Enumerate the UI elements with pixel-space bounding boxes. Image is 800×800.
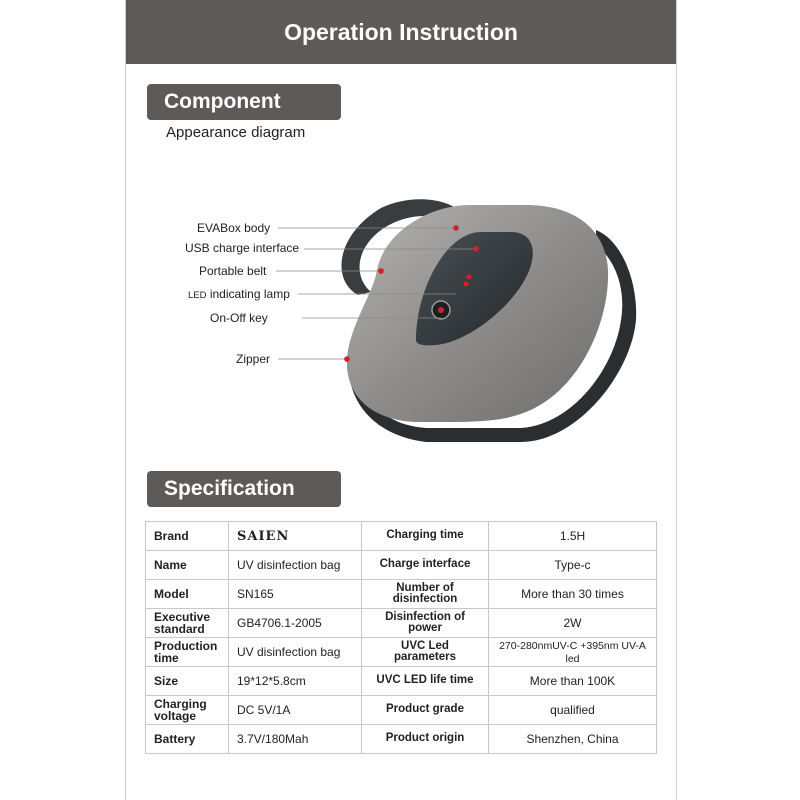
spec-value-2-text: 270-280nmUV-C +395nm UV-A led <box>499 639 646 665</box>
spec-value <box>229 638 362 667</box>
component-heading-text: Component <box>164 90 281 113</box>
spec-key-2 <box>362 696 489 725</box>
spec-key-2 <box>362 551 489 580</box>
specification-heading <box>147 471 341 507</box>
page-title: Operation Instruction <box>284 18 518 45</box>
spec-key-2 <box>362 609 489 638</box>
page-title-banner <box>126 0 676 64</box>
component-heading <box>147 84 341 120</box>
spec-key <box>146 580 229 609</box>
spec-key <box>146 667 229 696</box>
table-row <box>146 522 657 551</box>
callout-usb-charge-interface: USB charge interface <box>185 241 300 255</box>
spec-key-2-text: UVC Led parameters <box>393 639 456 663</box>
spec-value-2 <box>489 667 657 696</box>
specification-heading-text: Specification <box>164 477 295 500</box>
callout-on-off-key: On-Off key <box>210 311 268 325</box>
spec-key <box>146 609 229 638</box>
spec-value-2-text: 1.5H <box>559 529 586 543</box>
spec-key <box>146 725 229 754</box>
spec-key <box>146 522 229 551</box>
spec-key-2-text: Disinfection of power <box>385 610 465 634</box>
spec-key-2-text: UVC LED life time <box>376 674 474 687</box>
spec-value-2 <box>489 696 657 725</box>
brand-logo: SAIEN <box>237 528 290 544</box>
callout-led-text: indicating lamp <box>209 287 290 301</box>
spec-value-text: SN165 <box>237 587 274 601</box>
spec-value-2-text: Shenzhen, China <box>526 732 619 746</box>
spec-value-2-text: Type-c <box>554 558 591 572</box>
spec-key <box>146 696 229 725</box>
spec-key-text: Name <box>154 558 187 572</box>
spec-value-2 <box>489 638 657 667</box>
spec-value-2-text: 2W <box>563 616 582 630</box>
instruction-sheet <box>125 0 677 800</box>
spec-value-2-text: More than 30 times <box>521 587 624 601</box>
spec-value-2 <box>489 551 657 580</box>
spec-value-2 <box>489 725 657 754</box>
spec-key-text: Charging voltage <box>154 697 207 723</box>
table-row <box>146 696 657 725</box>
spec-key-2-text: Charging time <box>386 529 464 542</box>
callout-led-indicating-lamp <box>188 287 290 301</box>
spec-key-2-text: Charge interface <box>379 558 471 571</box>
spec-key-2-text: Number of disinfection <box>392 581 458 605</box>
spec-key-text: Executive standard <box>154 610 211 636</box>
spec-value <box>229 580 362 609</box>
spec-key-text: Model <box>154 587 189 601</box>
spec-value <box>229 609 362 638</box>
spec-key <box>146 551 229 580</box>
spec-value <box>229 667 362 696</box>
spec-value-text: 3.7V/180Mah <box>237 732 309 746</box>
spec-key-2 <box>362 725 489 754</box>
spec-key-2-text: Product grade <box>386 703 464 716</box>
spec-value-text: 19*12*5.8cm <box>237 674 306 688</box>
table-row <box>146 551 657 580</box>
table-row <box>146 609 657 638</box>
spec-key-text: Production time <box>154 639 218 665</box>
spec-key-text: Battery <box>154 732 196 746</box>
spec-value <box>229 696 362 725</box>
spec-key <box>146 638 229 667</box>
spec-value-2-text: qualified <box>550 703 595 717</box>
callout-led-prefix: LED <box>188 290 207 301</box>
callout-portable-belt: Portable belt <box>199 264 267 278</box>
spec-key-text: Brand <box>154 529 189 543</box>
specification-table <box>145 521 657 754</box>
spec-value-2 <box>489 580 657 609</box>
table-row <box>146 667 657 696</box>
device-illustration <box>126 170 676 460</box>
table-row <box>146 725 657 754</box>
spec-value-text: UV disinfection bag <box>237 558 341 572</box>
spec-value-text: DC 5V/1A <box>237 703 291 717</box>
spec-value-text: GB4706.1-2005 <box>237 616 322 630</box>
spec-value <box>229 725 362 754</box>
spec-key-2 <box>362 522 489 551</box>
spec-key-2 <box>362 638 489 667</box>
spec-value <box>229 522 362 551</box>
callout-evabox-body: EVABox body <box>197 221 271 235</box>
spec-value <box>229 551 362 580</box>
spec-key-text: Size <box>154 674 179 688</box>
appearance-diagram-subtitle: Appearance diagram <box>166 124 306 141</box>
table-row <box>146 580 657 609</box>
spec-key-2-text: Product origin <box>385 732 465 745</box>
spec-value-text: UV disinfection bag <box>237 645 341 659</box>
spec-value-2-text: More than 100K <box>529 674 616 688</box>
spec-key-2 <box>362 667 489 696</box>
spec-value-2 <box>489 522 657 551</box>
spec-value-2 <box>489 609 657 638</box>
spec-key-2 <box>362 580 489 609</box>
callout-zipper: Zipper <box>236 352 271 366</box>
table-row <box>146 638 657 667</box>
